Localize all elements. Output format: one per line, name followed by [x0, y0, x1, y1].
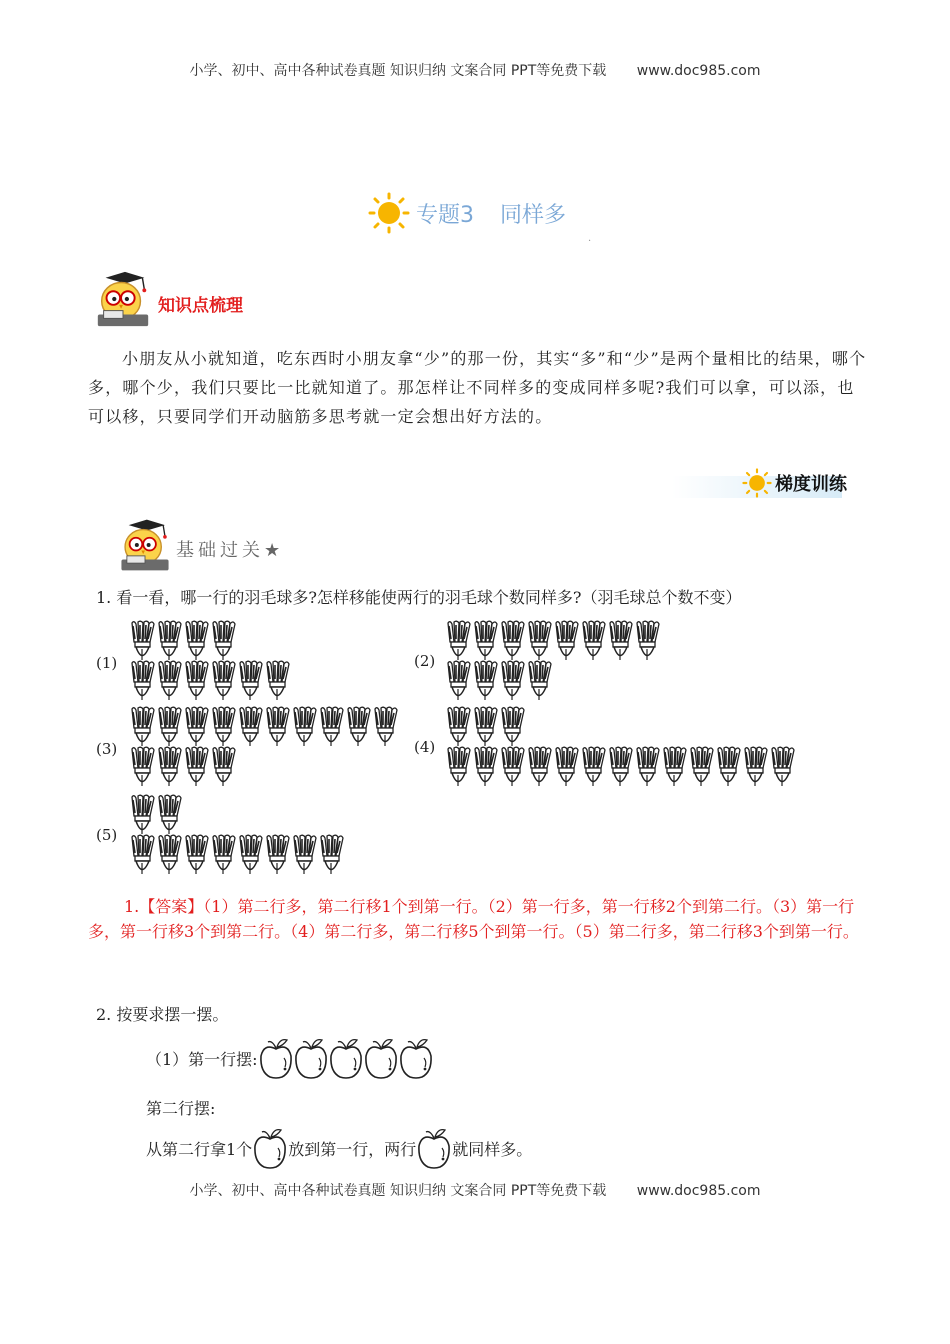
- shuttlecock-icon: [130, 834, 155, 878]
- owl-teacher-icon: [92, 268, 154, 330]
- shuttlecock-icon: [662, 746, 687, 790]
- training-label: 梯度训练: [775, 474, 847, 495]
- sun-icon: [368, 192, 410, 234]
- shuttlecock-icon: [446, 620, 471, 664]
- section-knowledge-heading: [92, 268, 243, 330]
- training-heading: [742, 468, 847, 498]
- shuttlecock-icon: [157, 834, 182, 878]
- title-topic: 专题3: [416, 202, 474, 228]
- shuttlecock-icon: [265, 706, 290, 750]
- shuttlecock-icon: [265, 660, 290, 704]
- apple-icon: [258, 1036, 294, 1080]
- shuttlecock-icon: [500, 706, 525, 750]
- group-1-row-2: [130, 660, 292, 704]
- title-name: 同样多: [500, 202, 567, 228]
- shuttlecock-icon: [211, 706, 236, 750]
- shuttlecock-icon: [527, 620, 552, 664]
- shuttlecock-icon: [473, 660, 498, 704]
- shuttlecock-icon: [500, 620, 525, 664]
- apple-icon: [293, 1036, 329, 1080]
- q2-line-2-label: 第二行摆:: [146, 1099, 216, 1118]
- shuttlecock-icon: [157, 746, 182, 790]
- shuttlecock-icon: [157, 660, 182, 704]
- shuttlecock-icon: [373, 706, 398, 750]
- group-4-row-2: [446, 746, 797, 790]
- shuttlecock-icon: [211, 746, 236, 790]
- group-5-label: (5): [96, 826, 118, 844]
- page-header: [0, 60, 950, 80]
- shuttlecock-icon: [130, 794, 155, 838]
- shuttlecock-icon: [319, 706, 344, 750]
- group-4-label: (4): [414, 738, 436, 756]
- group-1-row-1: [130, 620, 238, 664]
- shuttlecock-icon: [211, 834, 236, 878]
- group-2-row-1: [446, 620, 662, 664]
- apple-icon: [328, 1036, 364, 1080]
- shuttlecock-icon: [500, 746, 525, 790]
- shuttlecock-icon: [292, 834, 317, 878]
- shuttlecock-icon: [130, 660, 155, 704]
- shuttlecock-icon: [716, 746, 741, 790]
- shuttlecock-icon: [527, 660, 552, 704]
- group-2-label: (2): [414, 652, 436, 670]
- q2-line-2: [146, 1096, 215, 1119]
- shuttlecock-icon: [446, 660, 471, 704]
- answer-text: 1.【答案】（1）第二行多，第二行移1个到第一行。（2）第一行多，第一行移2个到第二行。（3）第一行多，第一行移3个到第二行。（4）第二行多，第二行移5个到第一行。（5）第二行多，第二行移3个到第一行。: [88, 897, 859, 941]
- header-text: 小学、初中、高中各种试卷真题 知识归纳 文案合同 PPT等免费下载: [189, 63, 607, 79]
- footer-url[interactable]: www.doc985.com: [636, 1183, 761, 1199]
- shuttlecock-icon: [157, 706, 182, 750]
- group-2-row-2: [446, 660, 554, 704]
- group-4-row-1: [446, 706, 527, 750]
- section-knowledge-label: 知识点梳理: [158, 296, 243, 316]
- q2-line-1-label: （1）第一行摆:: [146, 1049, 258, 1069]
- shuttlecock-icon: [265, 834, 290, 878]
- shuttlecock-icon: [446, 746, 471, 790]
- section-basic-heading: [116, 516, 284, 574]
- paragraph-mark: ·: [588, 236, 592, 247]
- group-5-row-1: [130, 794, 184, 838]
- apple-icon: [416, 1126, 452, 1170]
- apple-icon: [252, 1126, 288, 1170]
- apple-icon: [398, 1036, 434, 1080]
- shuttlecock-icon: [554, 746, 579, 790]
- shuttlecock-icon: [157, 620, 182, 664]
- shuttlecock-icon: [184, 620, 209, 664]
- q2-line-1: [146, 1036, 433, 1080]
- shuttlecock-icon: [211, 620, 236, 664]
- shuttlecock-icon: [500, 660, 525, 704]
- shuttlecock-icon: [554, 620, 579, 664]
- page-title: [368, 192, 566, 234]
- apple-icon: [363, 1036, 399, 1080]
- shuttlecock-icon: [130, 620, 155, 664]
- shuttlecock-icon: [238, 660, 263, 704]
- shuttlecock-icon: [473, 706, 498, 750]
- shuttlecock-icon: [743, 746, 768, 790]
- shuttlecock-icon: [689, 746, 714, 790]
- group-1-label: (1): [96, 654, 118, 672]
- q2-line-3-part-a: 从第二行拿1个: [146, 1139, 253, 1159]
- sun-icon: [742, 468, 772, 498]
- shuttlecock-icon: [184, 746, 209, 790]
- intro-paragraph: 小朋友从小就知道，吃东西时小朋友拿“少”的那一份，其实“多”和“少”是两个量相比的结果，哪个多，哪个少，我们只要比一比就知道了。那怎样让不同样多的变成同样多呢?我们可以拿，可以添，也可以移，只要同学们开动脑筋多思考就一定会想出好方法的。: [88, 349, 867, 426]
- q2-line-3-part-b: 放到第一行，两行: [288, 1139, 417, 1159]
- shuttlecock-icon: [473, 620, 498, 664]
- shuttlecock-icon: [292, 706, 317, 750]
- shuttlecock-icon: [346, 706, 371, 750]
- footer-text: 小学、初中、高中各种试卷真题 知识归纳 文案合同 PPT等免费下载: [189, 1183, 607, 1199]
- q2-line-3-part-c: 就同样多。: [452, 1139, 533, 1159]
- apple-row: [258, 1036, 433, 1080]
- shuttlecock-icon: [446, 706, 471, 750]
- shuttlecock-icon: [184, 834, 209, 878]
- shuttlecock-icon: [184, 706, 209, 750]
- shuttlecock-icon: [238, 706, 263, 750]
- shuttlecock-icon: [581, 620, 606, 664]
- page-footer: [0, 1180, 950, 1200]
- shuttlecock-icon: [238, 834, 263, 878]
- group-3-row-1: [130, 706, 400, 750]
- owl-reading-icon: [116, 516, 174, 574]
- shuttlecock-icon: [130, 746, 155, 790]
- shuttlecock-icon: [157, 794, 182, 838]
- shuttlecock-icon: [581, 746, 606, 790]
- shuttlecock-icon: [130, 706, 155, 750]
- shuttlecock-icon: [608, 620, 633, 664]
- group-3-row-2: [130, 746, 238, 790]
- header-url[interactable]: www.doc985.com: [636, 63, 761, 79]
- question-1-text: 1. 看一看，哪一行的羽毛球多?怎样移能使两行的羽毛球个数同样多?（羽毛球总个数不变）: [96, 588, 742, 607]
- shuttlecock-icon: [608, 746, 633, 790]
- section-basic-label: 基础过关★: [176, 540, 285, 561]
- group-3-label: (3): [96, 740, 118, 758]
- shuttlecock-icon: [184, 660, 209, 704]
- shuttlecock-icon: [473, 746, 498, 790]
- group-5-row-2: [130, 834, 346, 878]
- shuttlecock-icon: [319, 834, 344, 878]
- shuttlecock-icon: [211, 660, 236, 704]
- question-2-text: 2. 按要求摆一摆。: [96, 1005, 229, 1024]
- q2-line-3: [146, 1126, 532, 1170]
- shuttlecock-icon: [770, 746, 795, 790]
- shuttlecock-icon: [635, 620, 660, 664]
- shuttlecock-icon: [527, 746, 552, 790]
- shuttlecock-icon: [635, 746, 660, 790]
